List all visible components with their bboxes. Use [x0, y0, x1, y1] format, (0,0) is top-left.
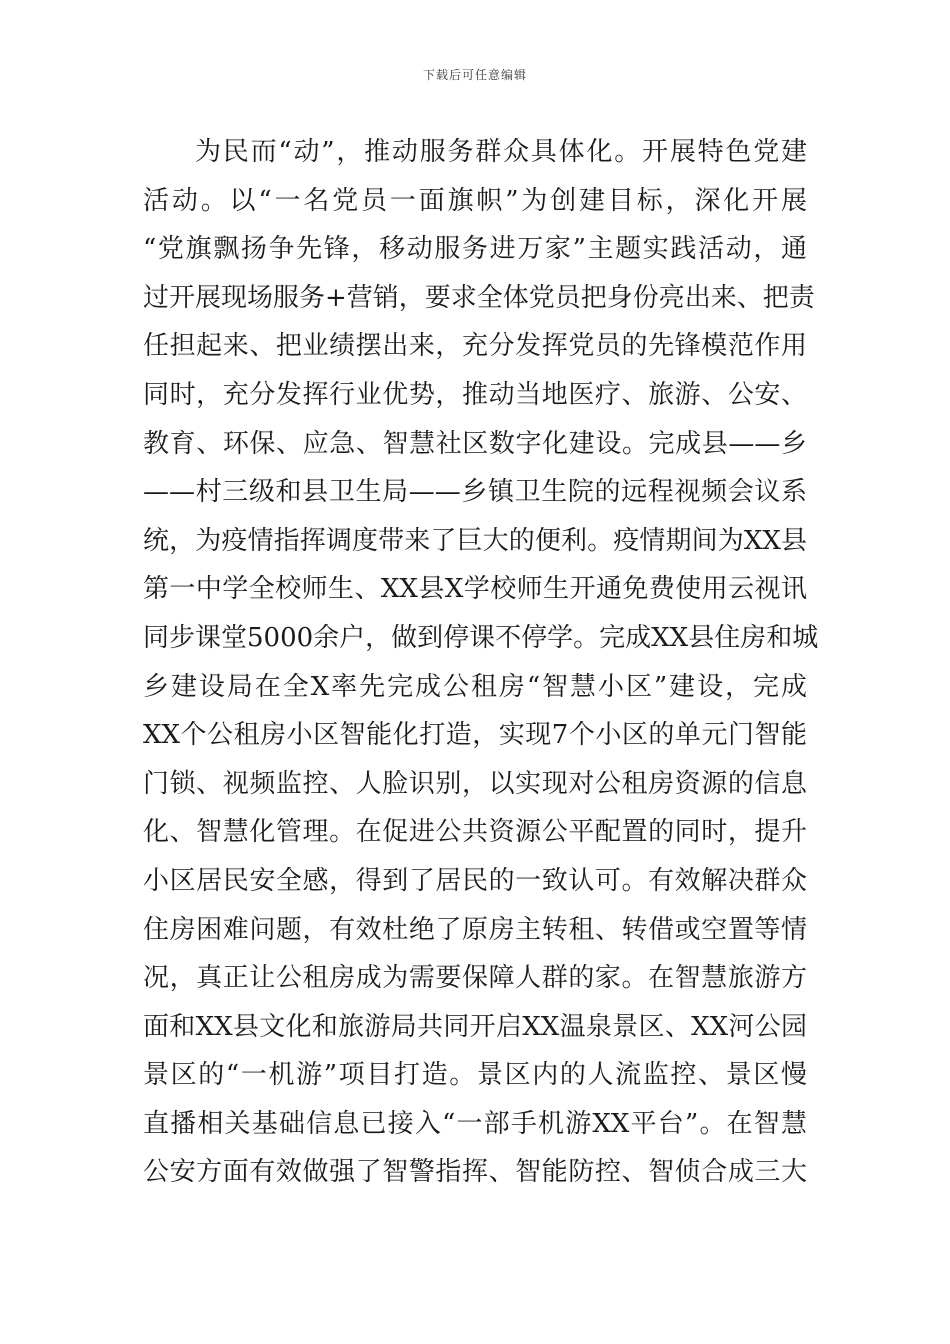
text-line-21: 直播相关基础信息已接入“一部手机游XX平台”。在智慧	[143, 1108, 807, 1139]
text-line-14: 门锁、视频监控、人脸识别，以实现对公租房资源的信息	[143, 768, 807, 799]
text-line-22: 公安方面有效做强了智警指挥、智能防控、智侦合成三大	[143, 1157, 807, 1188]
text-line-10: 第一中学全校师生、XX县X学校师生开通免费使用云视讯	[143, 574, 807, 605]
text-line-1: 为民而“动”，推动服务群众具体化。开展特色党建	[195, 137, 807, 167]
text-line-11: 同步课堂5000余户，做到停课不停学。完成XX县住房和城	[143, 622, 819, 653]
text-line-8: ——村三级和县卫生局——乡镇卫生院的远程视频会议系	[143, 477, 807, 508]
text-line-16: 小区居民安全感，得到了居民的一致认可。有效解决群众	[143, 865, 807, 896]
body-paragraph	[143, 128, 819, 1197]
text-line-17: 住房困难问题，有效杜绝了原房主转租、转借或空置等情	[143, 914, 807, 945]
text-line-4: 过开展现场服务+营销，要求全体党员把身份亮出来、把责	[143, 282, 815, 313]
text-line-19: 面和XX县文化和旅游局共同开启XX温泉景区、XX河公园	[143, 1011, 807, 1042]
text-line-3: “党旗飘扬争先锋，移动服务进万家”主题实践活动，通	[143, 234, 807, 265]
text-line-13: XX个公租房小区智能化打造，实现7个小区的单元门智能	[143, 720, 807, 751]
text-line-12: 乡建设局在全X率先完成公租房“智慧小区”建设，完成	[143, 671, 807, 702]
header-note: 下载后可任意编辑	[422, 68, 527, 82]
text-line-9: 统，为疫情指挥调度带来了巨大的便利。疫情期间为XX县	[143, 525, 807, 556]
text-line-20: 景区的“一机游”项目打造。景区内的人流监控、景区慢	[143, 1060, 807, 1091]
text-line-18: 况，真正让公租房成为需要保障人群的家。在智慧旅游方	[143, 963, 807, 994]
text-line-2: 活动。以“一名党员一面旗帜”为创建目标，深化开展	[143, 185, 807, 216]
text-line-15: 化、智慧化管理。在促进公共资源公平配置的同时，提升	[143, 817, 807, 848]
text-line-6: 同时，充分发挥行业优势，推动当地医疗、旅游、公安、	[143, 379, 807, 410]
text-line-5: 任担起来、把业绩摆出来，充分发挥党员的先锋模范作用	[143, 331, 807, 362]
text-line-7: 教育、环保、应急、智慧社区数字化建设。完成县——乡	[143, 428, 807, 459]
